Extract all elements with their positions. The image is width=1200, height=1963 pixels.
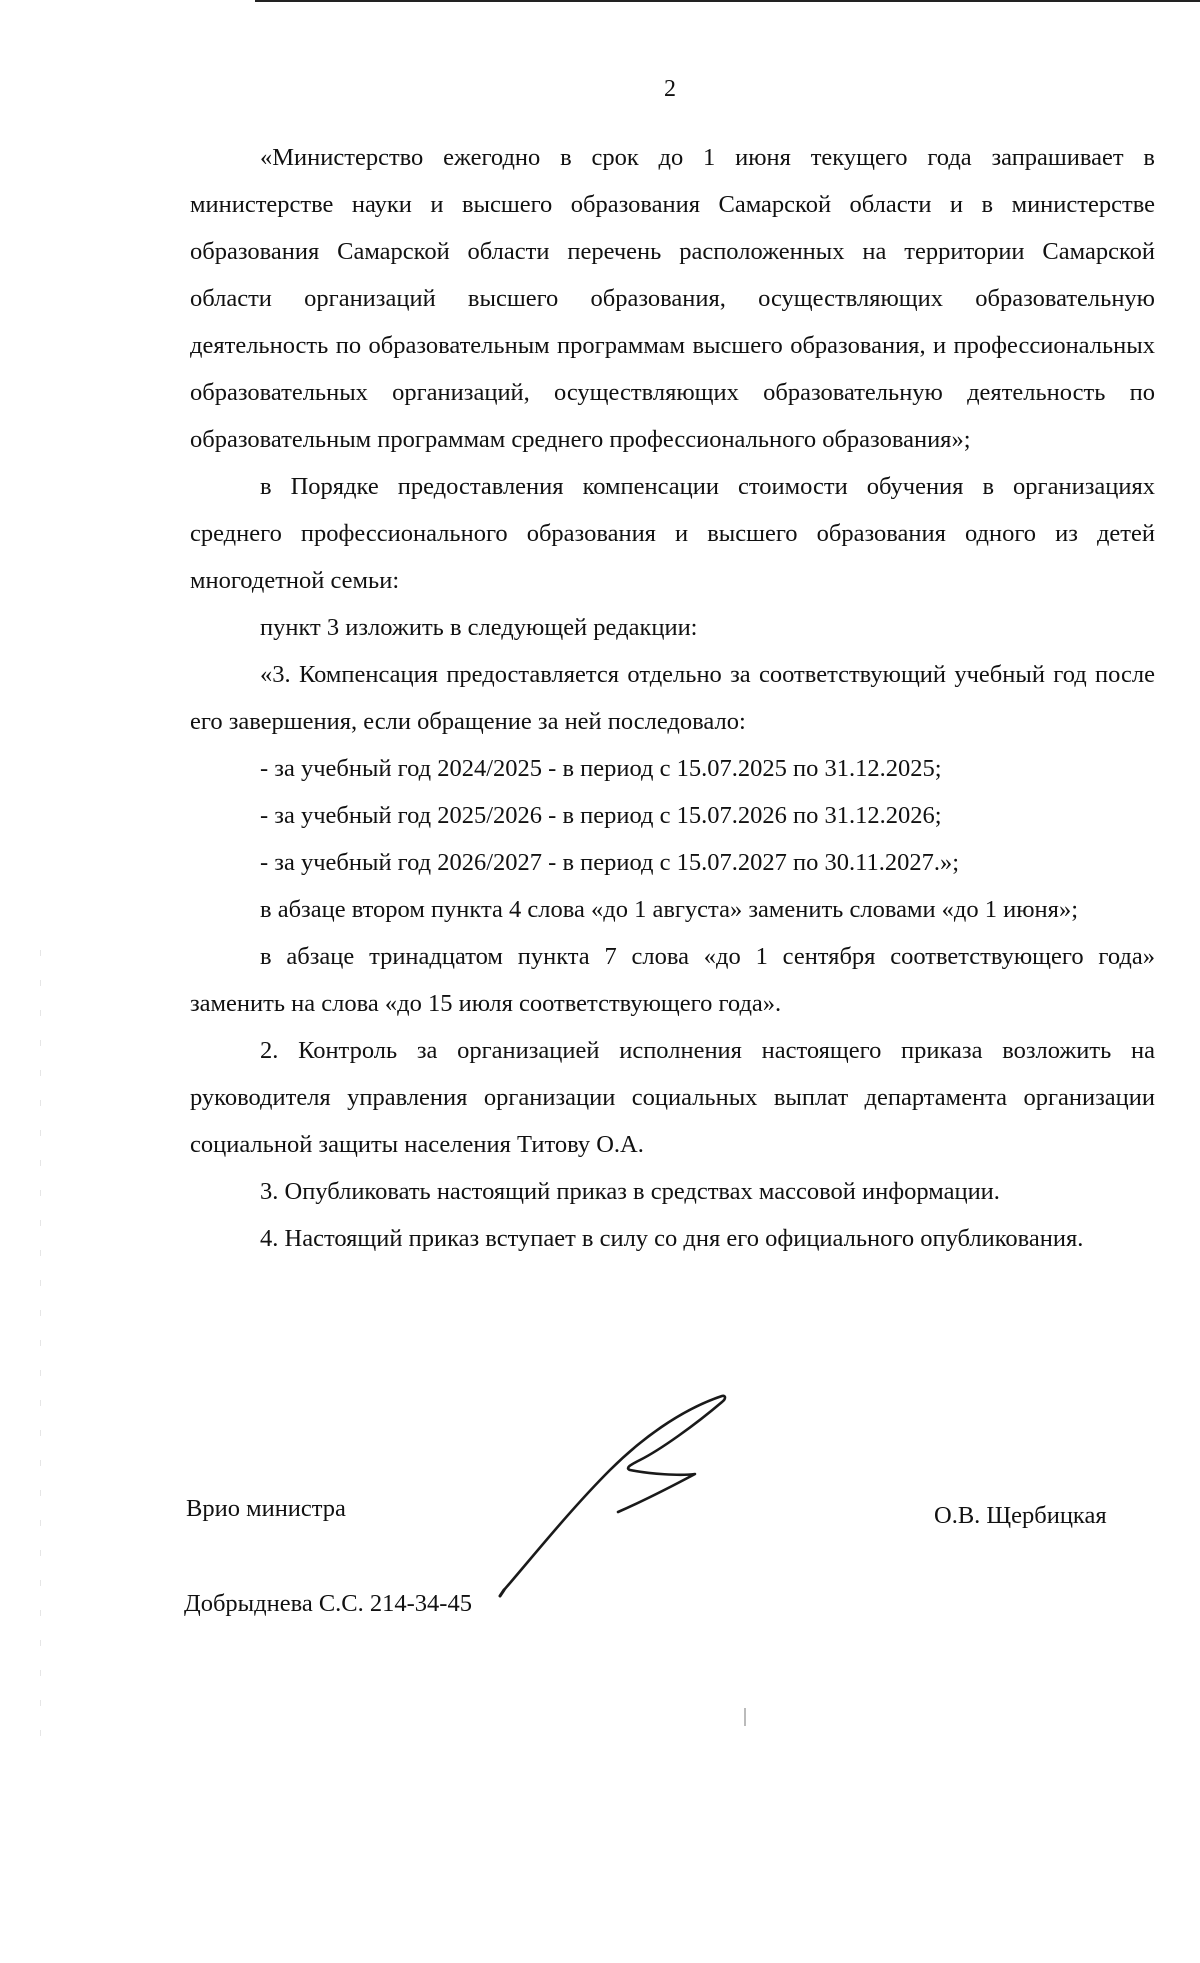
paragraph-compensation-order: в Порядке предоставления компенсации стоимости обучения в организациях среднего профессионального образования и высшего образования одного из детей многодетной семьи: [190,473,1155,594]
scan-margin-marks [40,950,41,1750]
paragraph-item-7-change: в абзаце тринадцатом пункта 7 слова «до 1 сентября соответствующего года» заменить на слова «до 15 июля соответствующего года». [190,943,1155,1017]
paragraph-item-3-intro: пункт 3 изложить в следующей редакции: [260,614,698,641]
paragraph-ministry-request: «Министерство ежегодно в срок до 1 июня текущего года запрашивает в министерстве науки и высшего образования Самарской области и в министерстве образования Самарской области перечень расположенных на территории Самарской области организаций высшего образования, осуществляющих образовательную деятельность по образовательным программам высшего образования, и профессиональных образовательных организаций, осуществляющих образовательную деятельность по образовательным программам среднего профессионального образования»; [190,144,1155,453]
list-item-period-2025: - за учебный год 2025/2026 - в период с 15.07.2026 по 31.12.2026; [260,802,942,829]
paragraph-item-3-text: «3. Компенсация предоставляется отдельно за соответствующий учебный год после его завершения, если обращение за ней последовало: [190,661,1155,735]
signatory-title: Врио министра [186,1495,346,1522]
list-item-period-2026: - за учебный год 2026/2027 - в период с 15.07.2027 по 30.11.2027.»; [260,849,960,876]
scan-artifact-mark [744,1708,746,1726]
top-border-line [255,0,1200,2]
page-number: 2 [664,76,676,102]
paragraph-item-4-change: в абзаце втором пункта 4 слова «до 1 августа» заменить словами «до 1 июня»; [260,896,1078,923]
document-body [190,134,1155,1262]
list-item-period-2024: - за учебный год 2024/2025 - в период с 15.07.2025 по 31.12.2025; [260,755,942,782]
paragraph-control: 2. Контроль за организацией исполнения настоящего приказа возложить на руководителя управления организации социальных выплат департамента организации социальной защиты населения Титову О.А. [190,1037,1155,1158]
executor-contact: Добрыднева С.С. 214-34-45 [184,1590,472,1617]
handwritten-signature [490,1390,750,1600]
paragraph-publish: 3. Опубликовать настоящий приказ в средствах массовой информации. [260,1178,1000,1205]
paragraph-effective-date: 4. Настоящий приказ вступает в силу со дня его официального опубликования. [260,1225,1084,1252]
signatory-name: О.В. Щербицкая [934,1502,1107,1529]
